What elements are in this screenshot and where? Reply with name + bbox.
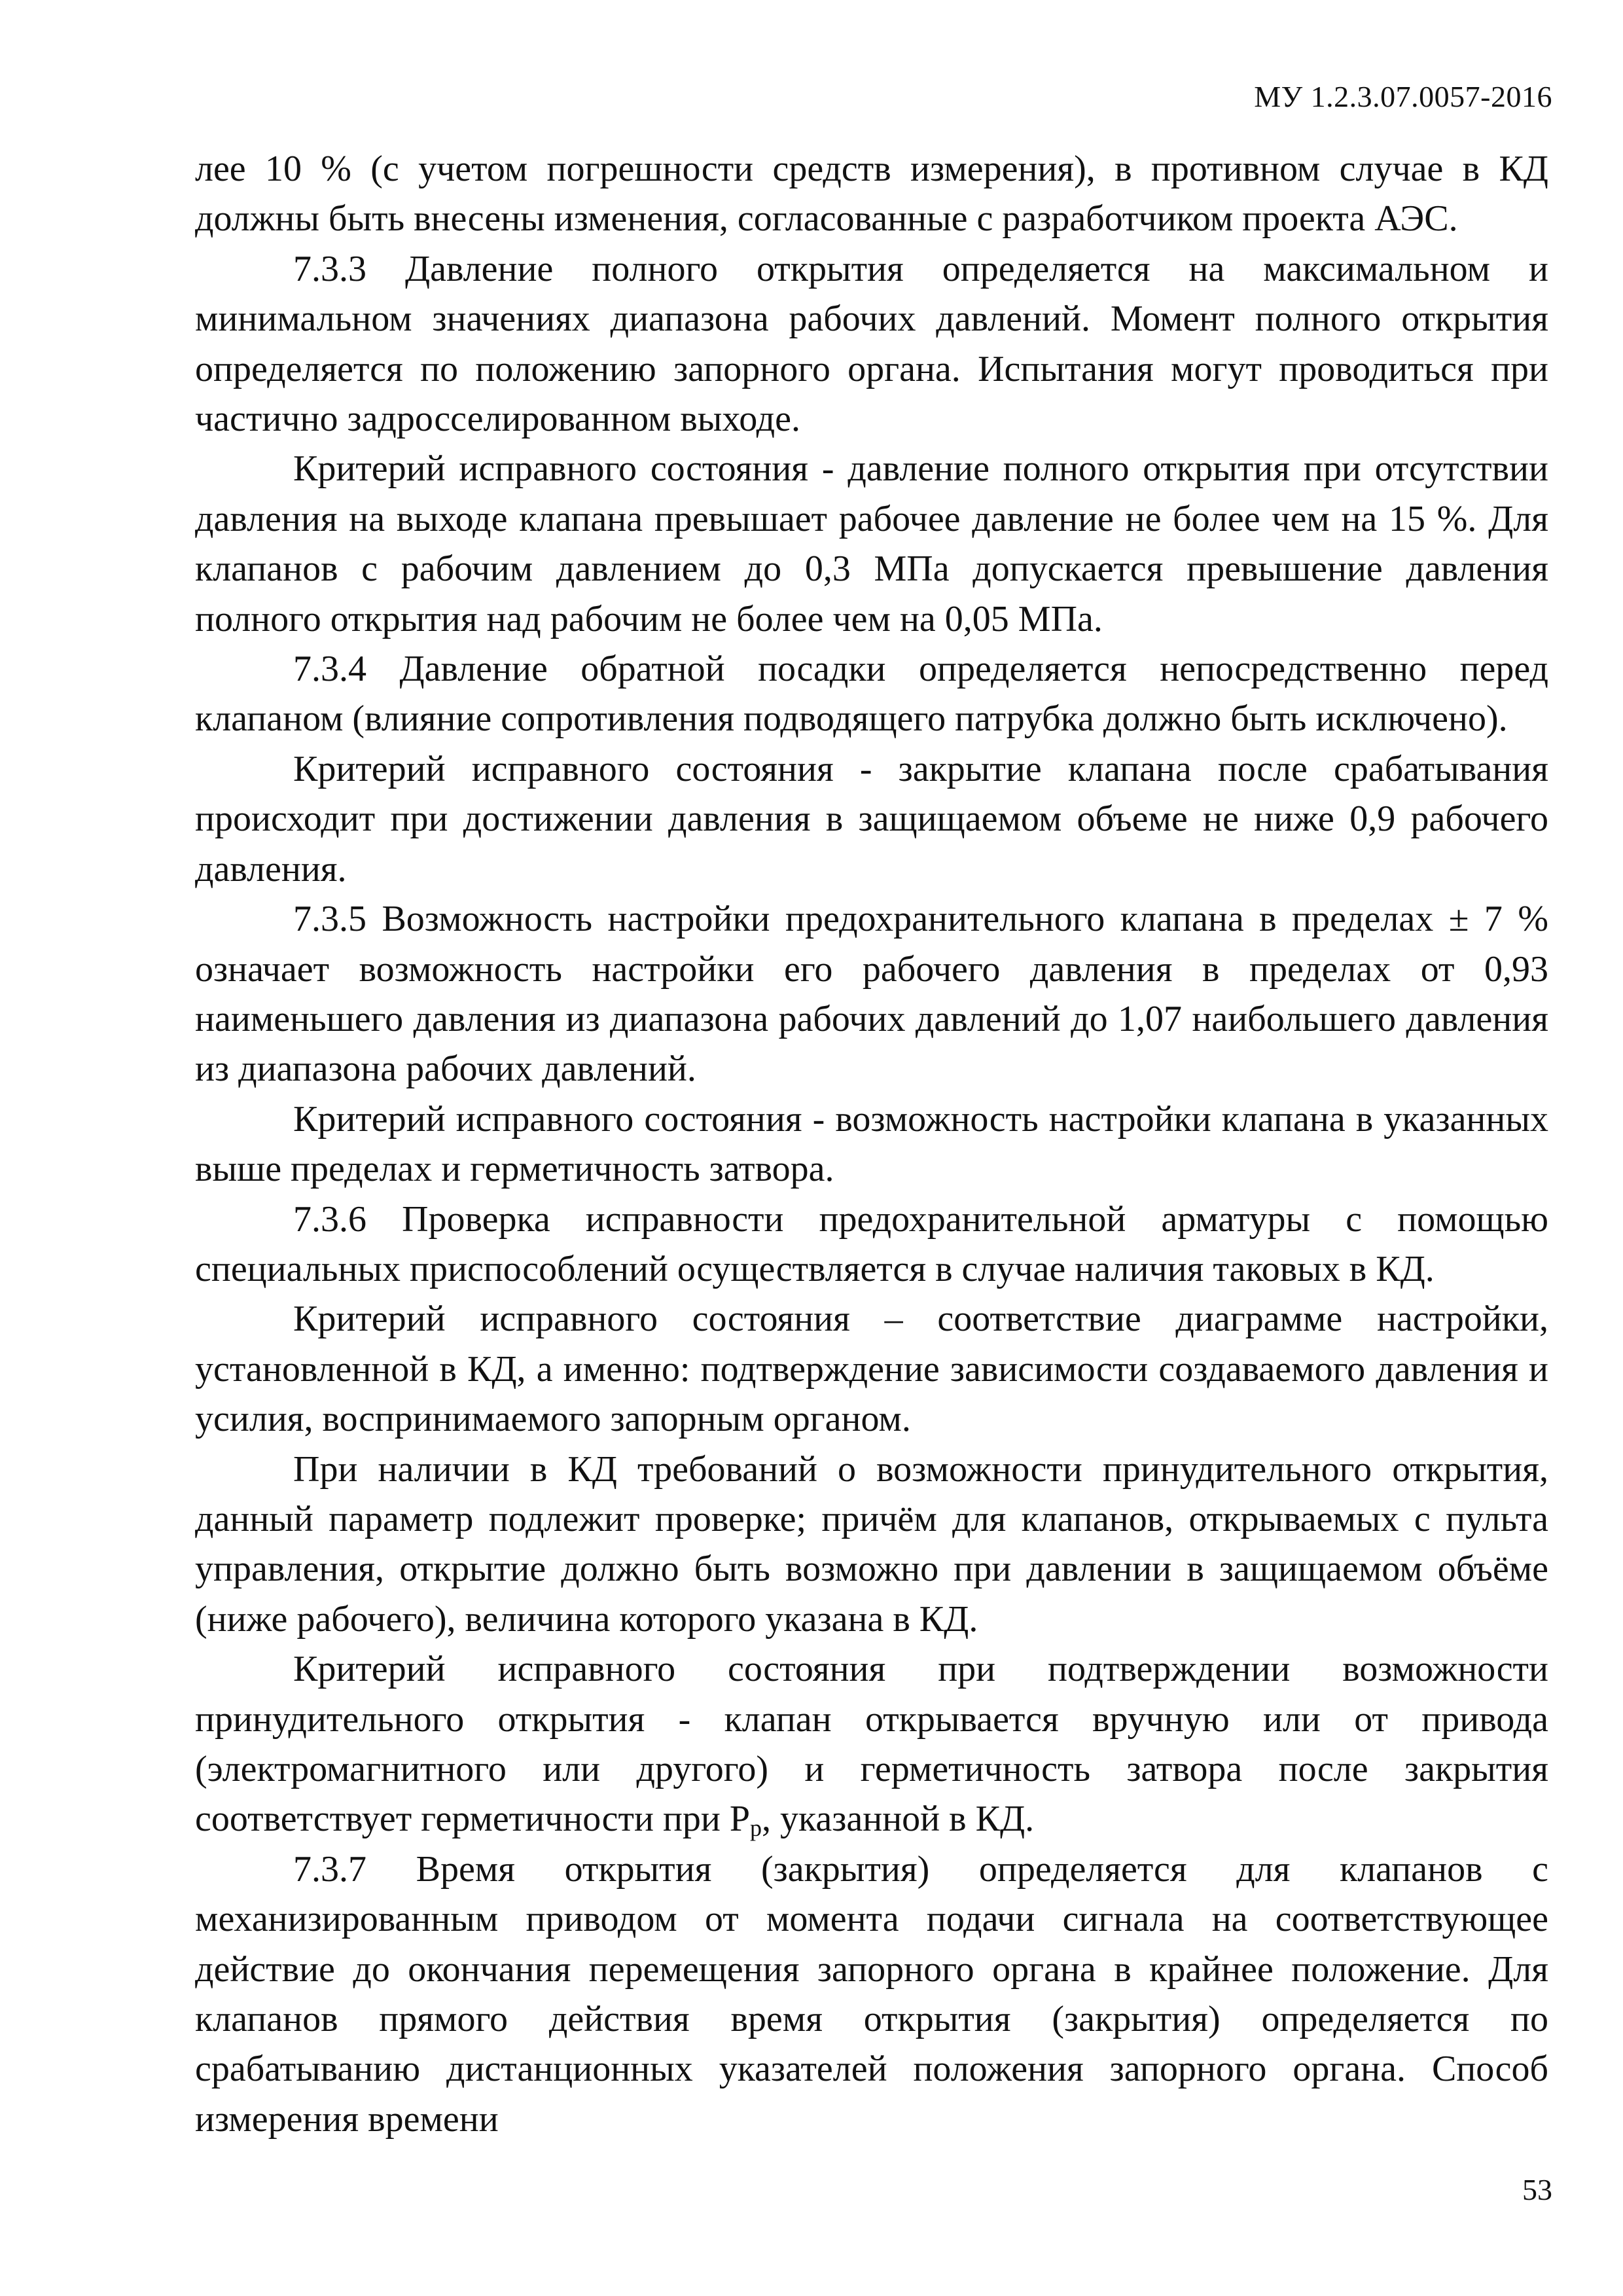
paragraph-7-3-7: 7.3.7 Время открытия (закрытия) определяется для клапанов с механизированным приводом от момента подачи сигнала на соответствующее действие до окончания перемещения запорного органа в крайнее положение. Для клапанов прямого действия время открытия (закрытия) определяется по срабатыванию дистанционных указателей положения запорного органа. Способ измерения времени <box>195 1848 1548 2140</box>
paragraph-7-3-4: 7.3.4 Давление обратной посадки определяется непосредственно перед клапаном (влияние сопротивления подводящего патрубка должно быть исключено). <box>195 649 1548 740</box>
page-number: 53 <box>1522 2173 1552 2206</box>
paragraph-7-3-5: 7.3.5 Возможность настройки предохранительного клапана в пределах ± 7 % означает возможность настройки его рабочего давления в пределах от 0,93 наименьшего давления из диапазона рабочих давлений до 1,07 наибольшего давления из диапазона рабочих давлений. <box>195 899 1548 1090</box>
paragraph-forced-opening: При наличии в КД требований о возможности принудительного открытия, данный параметр подлежит проверке; причём для клапанов, открываемых с пульта управления, открытие должно быть возможно при давлении в защищаемом объёме (ниже рабочего), величина которого указана в КД. <box>195 1448 1548 1640</box>
paragraph-7-3-3: 7.3.3 Давление полного открытия определяется на максимальном и минимальном значениях диапазона рабочих давлений. Момент полного открытия определяется по положению запорного органа. Испытания могут проводиться при частично задросселированном выходе. <box>195 248 1548 440</box>
pressure-subscript: р <box>750 1815 762 1842</box>
paragraph-criterion-diagram: Критерий исправного состояния – соответствие диаграмме настройки, установленной в КД, а именно: подтверждение зависимости создаваемого давления и усилия, воспринимаемого запорным органом. <box>195 1299 1548 1440</box>
paragraph-7-3-6: 7.3.6 Проверка исправности предохранительной арматуры с помощью специальных приспособлений осуществляется в случае наличия таковых в КД. <box>195 1198 1548 1289</box>
paragraph-criterion-full-opening: Критерий исправного состояния - давление полного открытия при отсутствии давления на выходе клапана превышает рабочее давление не более чем на 15 %. Для клапанов с рабочим давлением до 0,3 МПа допускается превышение давления полного открытия над рабочим не более чем на 0,05 МПа. <box>195 448 1548 639</box>
paragraph-criterion-forced-opening <box>195 1644 1548 1844</box>
paragraph-criterion-forced-opening-tail: , указанной в КД. <box>762 1799 1035 1840</box>
body-text <box>195 144 1548 2144</box>
paragraph-criterion-adjustment: Критерий исправного состояния - возможность настройки клапана в указанных выше пределах и герметичность затвора. <box>195 1098 1548 1190</box>
paragraph-continuation: лее 10 % (с учетом погрешности средств измерения), в противном случае в КД должны быть внесены изменения, согласованные с разработчиком проекта АЭС. <box>195 149 1548 240</box>
paragraph-criterion-reseat: Критерий исправного состояния - закрытие клапана после срабатывания происходит при достижении давления в защищаемом объеме не ниже 0,9 рабочего давления. <box>195 748 1548 889</box>
paragraph-criterion-forced-opening-text: Критерий исправного состояния при подтверждении возможности принудительного открытия - клапан открывается вручную или от привода (электромагнитного или другого) и герметичность затвора после закрытия соответствует герметичности при Р <box>195 1649 1548 1840</box>
document-code: МУ 1.2.3.07.0057-2016 <box>1254 80 1552 113</box>
